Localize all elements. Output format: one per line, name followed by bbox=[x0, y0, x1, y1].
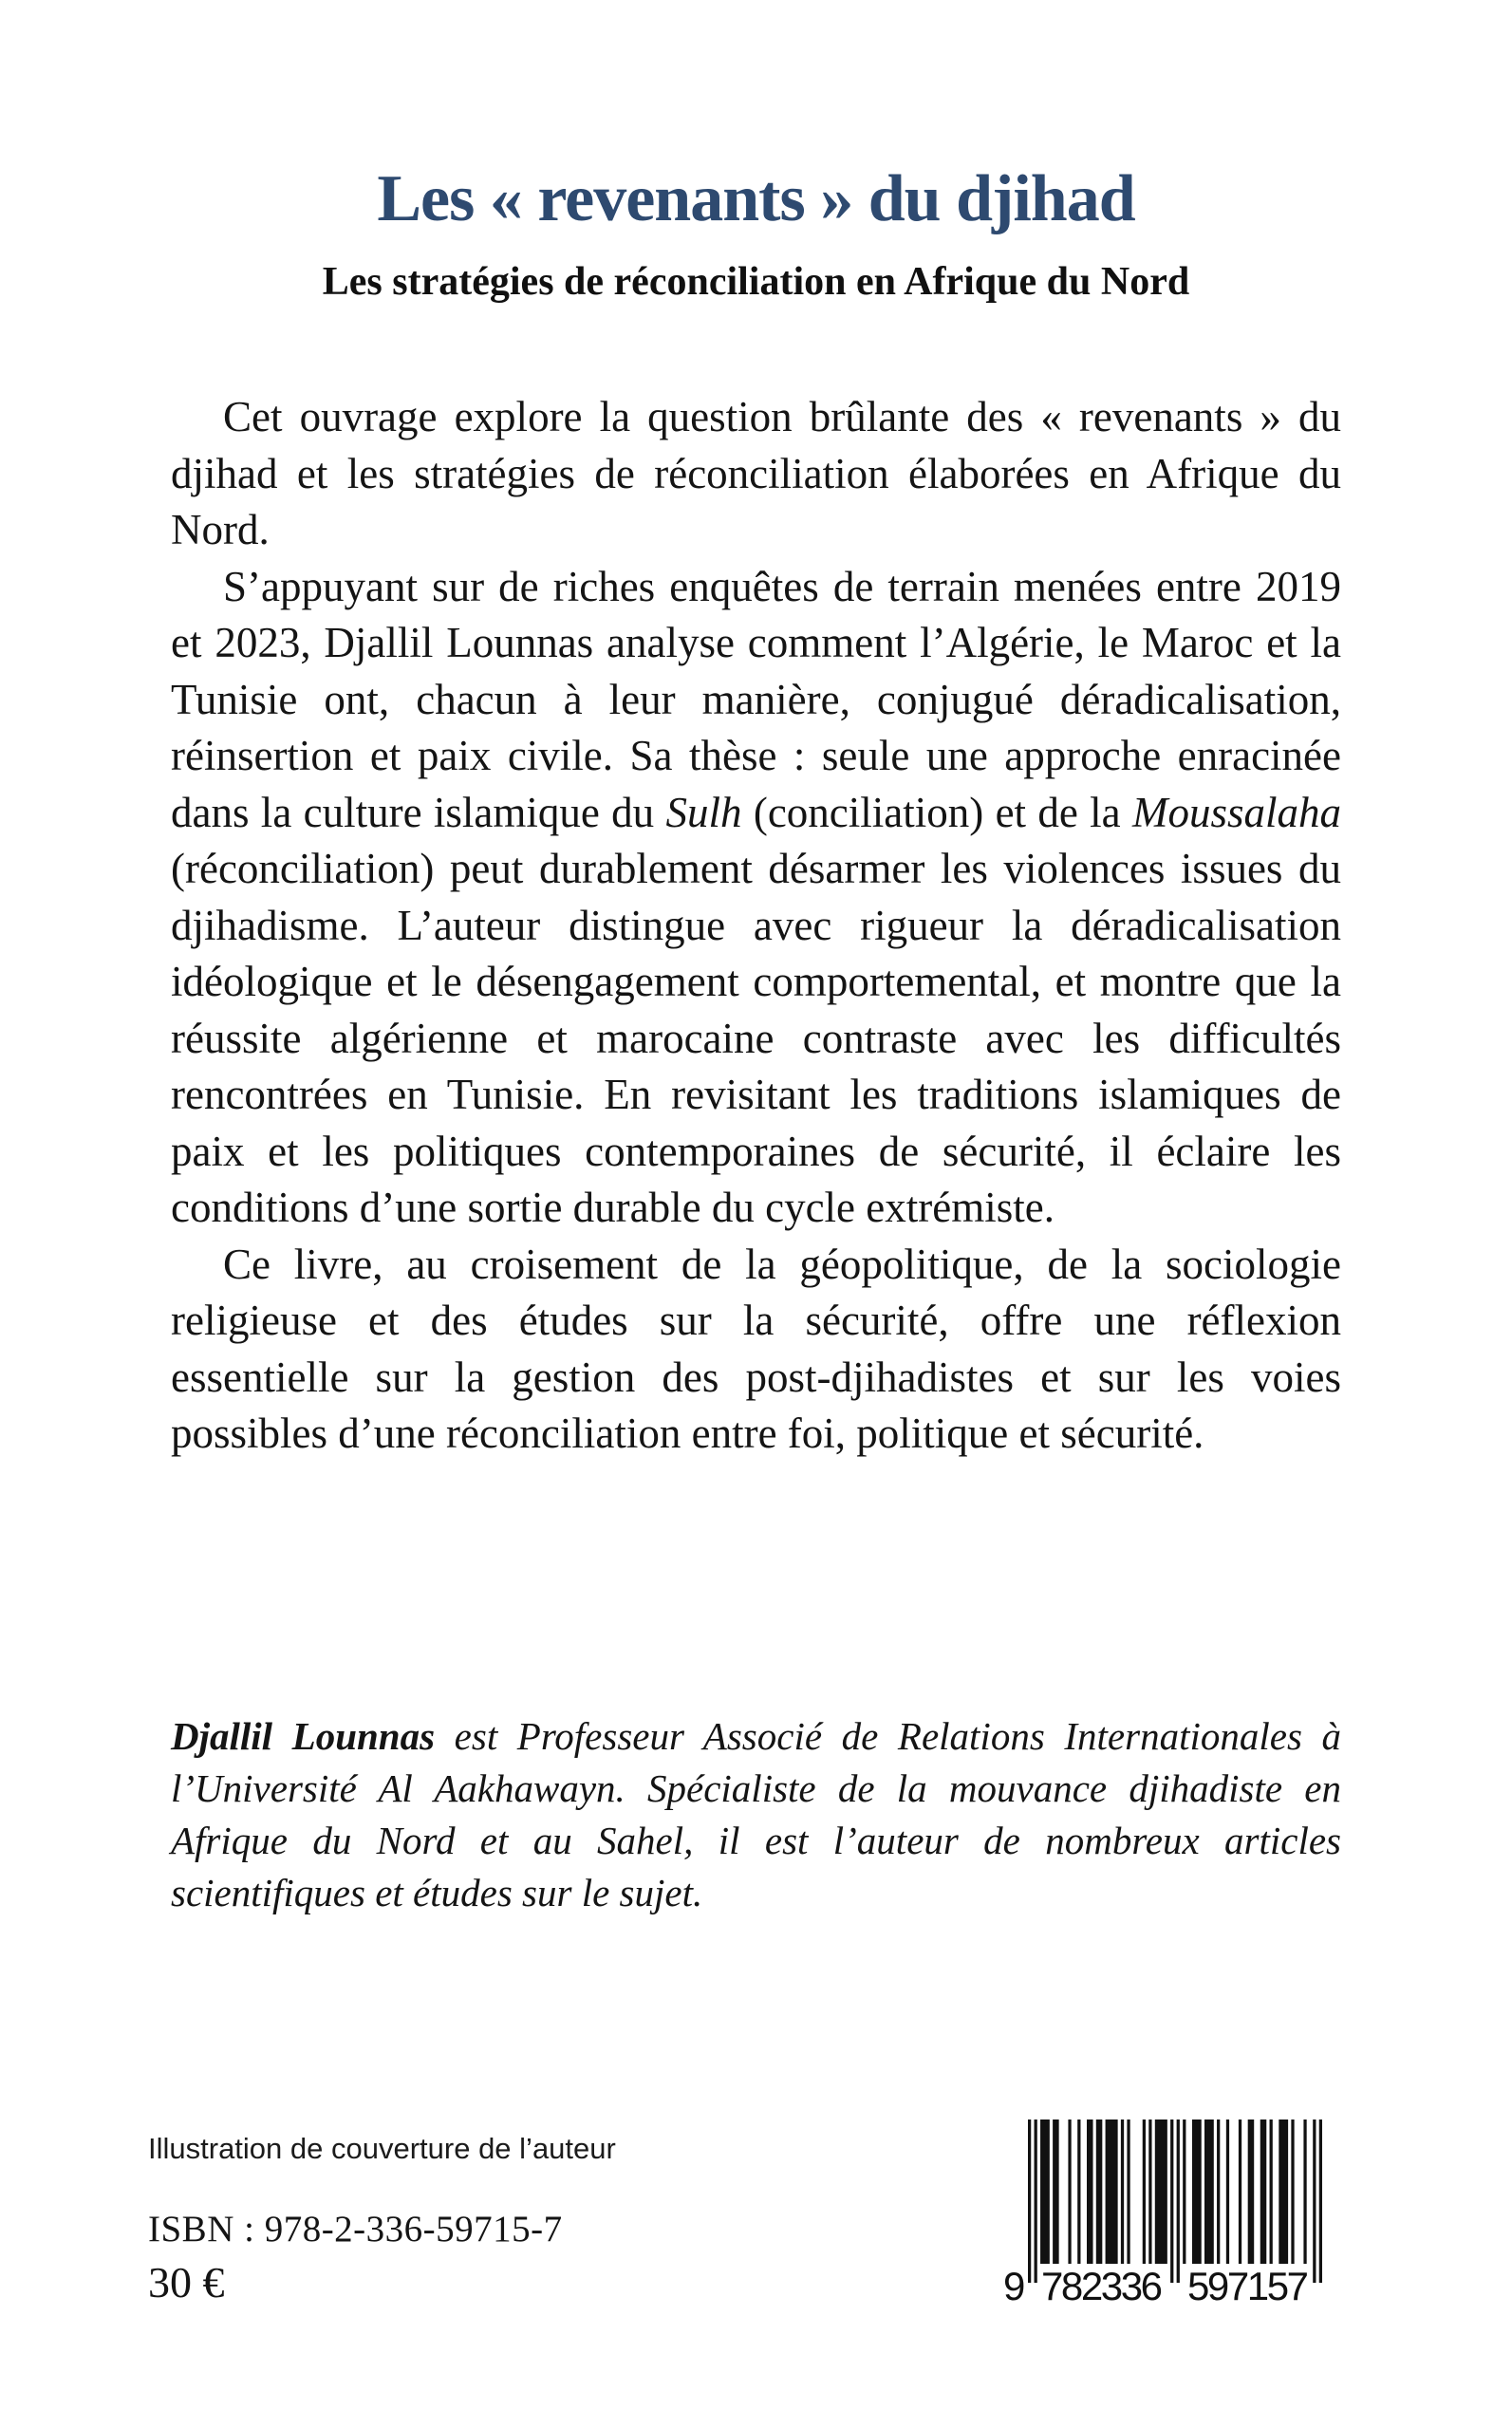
cover-illustration-credit: Illustration de couverture de l’auteur bbox=[148, 2132, 616, 2165]
isbn-text: ISBN : 978-2-336-59715-7 bbox=[148, 2209, 563, 2250]
barcode-digits-left: 782336 bbox=[1041, 2264, 1163, 2308]
text-run: Cet ouvrage explore la question brûlante des « revenants » du djihad et les stratégies de réconciliation élaborées en Afrique du Nord. bbox=[171, 393, 1341, 553]
synopsis-paragraph bbox=[171, 389, 1341, 559]
ean13-barcode bbox=[1003, 2120, 1326, 2309]
synopsis-paragraph bbox=[171, 559, 1341, 1237]
emphasized-text: est Professeur Associé de Relations Internationales à l’Université Al Aakhawayn. Spécialiste de la mouvance djihadiste en Afrique du Nord et au Sahel, il est l’auteur de nombreux articles scientifiques et études sur le sujet. bbox=[171, 1714, 1341, 1914]
text-run: Ce livre, au croisement de la géopolitique, de la sociologie religieuse et des études sur la sécurité, offre une réflexion essentielle sur la gestion des post-djihadistes et sur les voies possibles d’une réconciliation entre foi, politique et sécurité. bbox=[171, 1240, 1341, 1457]
emphasized-text: Moussalaha bbox=[1131, 788, 1341, 836]
emphasized-text: Sulh bbox=[665, 788, 742, 836]
text-run: S’appuyant sur de riches enquêtes de terrain menées entre 2019 et 2023, Djallil Lounnas analyse comment l’Algérie, le Maroc et la Tunisie ont, chacun à leur manière, conjugué déradicalisation, réinsertion et paix civile. Sa thèse : seule une approche enracinée dans la culture islamique du bbox=[171, 562, 1341, 836]
ean13-barcode-svg bbox=[1003, 2120, 1326, 2309]
text-run: (réconciliation) peut durablement désarmer les violences issues du djihadisme. L’auteur distingue avec rigueur la déradicalisation idéologique et le désengagement comportemental, et montre que la réussite algérienne et marocaine contraste avec les difficultés rencontrées en Tunisie. En revisitant les traditions islamiques de paix et les politiques contemporaines de sécurité, il éclaire les conditions d’une sortie durable du cycle extrémiste. bbox=[171, 845, 1341, 1231]
synopsis-paragraph bbox=[171, 1237, 1341, 1463]
synopsis-text bbox=[171, 389, 1341, 1463]
book-title: Les « revenants » du djihad bbox=[377, 161, 1135, 235]
barcode-digit-9: 9 bbox=[1003, 2264, 1026, 2308]
emphasized-text: Djallil Lounnas bbox=[171, 1714, 436, 1758]
price-text: 30 € bbox=[148, 2258, 225, 2306]
author-bio bbox=[171, 1710, 1341, 1919]
text-run: (conciliation) et de la bbox=[741, 788, 1132, 836]
barcode-digits-right: 597157 bbox=[1187, 2264, 1309, 2308]
book-subtitle: Les stratégies de réconciliation en Afrique du Nord bbox=[322, 259, 1190, 304]
